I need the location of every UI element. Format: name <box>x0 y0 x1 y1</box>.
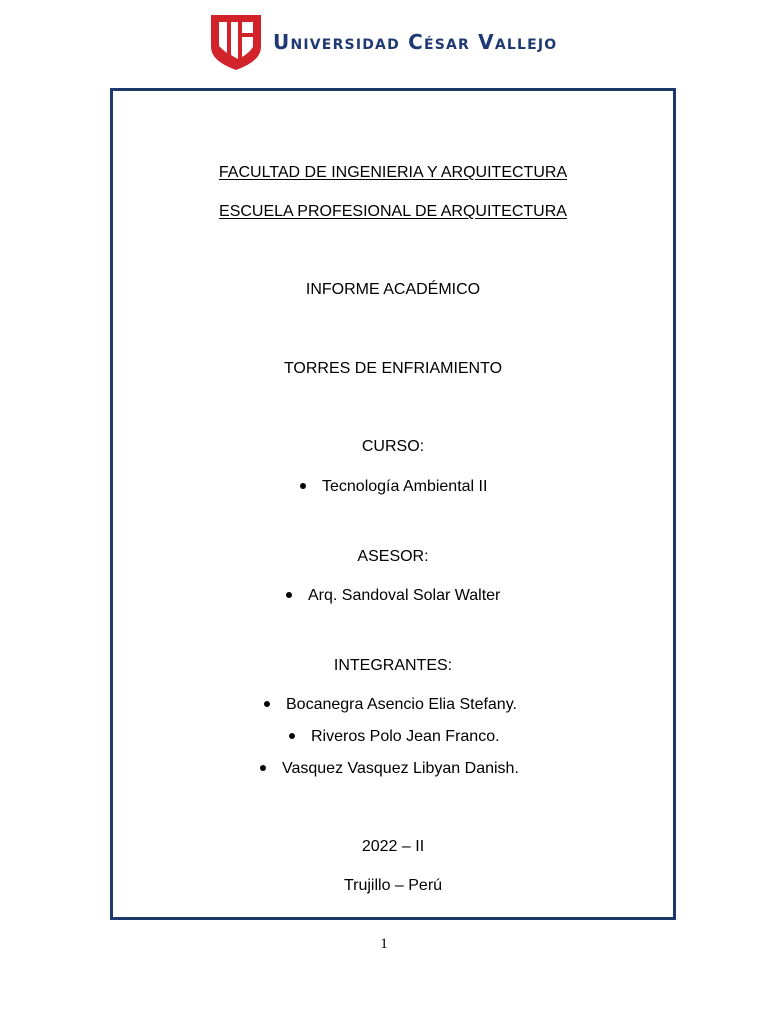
bullet-icon <box>260 765 266 771</box>
report-topic: TORRES DE ENFRIAMIENTO <box>283 360 503 377</box>
member-name: Riveros Polo Jean Franco. <box>311 728 500 745</box>
faculty-title: FACULTAD DE INGENIERIA Y ARQUITECTURA <box>218 164 568 181</box>
member-name: Vasquez Vasquez Libyan Danish. <box>282 760 519 777</box>
course-label: CURSO: <box>361 438 425 455</box>
university-name: Universidad César Vallejo <box>273 30 558 54</box>
member-item <box>260 759 519 779</box>
course-item <box>300 477 487 497</box>
advisor-item <box>286 586 500 606</box>
members-label: INTEGRANTES: <box>333 657 453 674</box>
bullet-icon <box>289 733 295 739</box>
bullet-icon <box>264 701 270 707</box>
bullet-icon <box>286 592 292 598</box>
member-name: Bocanegra Asencio Elia Stefany. <box>286 696 517 713</box>
university-logo <box>209 12 557 72</box>
cover-frame <box>110 88 676 920</box>
course-name: Tecnología Ambiental II <box>322 478 488 495</box>
page-number: 1 <box>380 936 388 952</box>
bullet-icon <box>300 483 306 489</box>
advisor-name: Arq. Sandoval Solar Walter <box>308 587 501 604</box>
advisor-label: ASESOR: <box>357 548 429 565</box>
university-shield-icon <box>209 13 263 71</box>
school-title: ESCUELA PROFESIONAL DE ARQUITECTURA <box>219 203 567 220</box>
place: Trujillo – Perú <box>343 877 443 894</box>
member-item <box>289 727 500 747</box>
report-type: INFORME ACADÉMICO <box>305 281 481 298</box>
member-item <box>264 695 517 715</box>
academic-period: 2022 – II <box>361 838 425 855</box>
